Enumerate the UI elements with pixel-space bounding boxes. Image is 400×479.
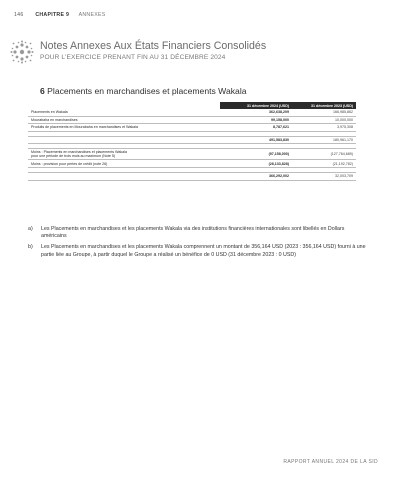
column-header-2023: 31 décembre 2023 (USD) xyxy=(292,102,356,109)
document-title: Notes Annexes Aux États Financiers Consolidés xyxy=(40,40,267,52)
row-label: Produits de placements en Mourabaha en marchandises et Wakala xyxy=(28,124,220,132)
document-title-block xyxy=(40,40,266,61)
table-header-blank xyxy=(28,102,220,109)
table-row xyxy=(28,149,356,160)
list-item xyxy=(28,244,368,258)
investments-table xyxy=(28,102,356,181)
section-number: 6 xyxy=(40,86,45,96)
table-row xyxy=(28,160,356,168)
total-row xyxy=(28,172,356,180)
section-heading xyxy=(40,86,247,96)
value-2024: (97,158,000) xyxy=(220,149,292,160)
row-label-line: Moins : Placements en marchandises et placements Wakala xyxy=(31,149,127,154)
page-header xyxy=(14,12,106,18)
page-footer: RAPPORT ANNUEL 2024 DE LA SID xyxy=(283,459,378,465)
page-number: 146 xyxy=(14,12,24,18)
section-label: ANNEXES xyxy=(78,12,106,18)
note-marker: a) xyxy=(28,226,33,232)
chapter-label: CHAPITRE 9 xyxy=(35,12,70,18)
subtotal-2024: 491,583,830 xyxy=(220,136,292,144)
section-title: Placements en marchandises et placements Wakala xyxy=(47,86,247,96)
note-text: Les Placements en marchandises et les placements Wakala via des institutions financières internationales sont libellés en Dollars américains xyxy=(41,226,345,240)
value-2023: (127,764,689) xyxy=(292,149,356,160)
table-header-row xyxy=(28,102,356,109)
row-label-line: pour une période de trois mois au maximum (Note 5) xyxy=(31,154,116,159)
institution-emblem-icon xyxy=(10,40,34,64)
note-text: Les Placements en marchandises et les placements Wakala comprennent un montant de 356,164 USD (2023 : 356,164 USD) fourni à une partie liée au Groupe, à partir duquel le Groupe a réalisé un bénéfice de 0 USD (31 décembre 2023 : 0 USD) xyxy=(41,244,366,258)
subtotal-row xyxy=(28,136,356,144)
row-label: Mourabaha en marchandises xyxy=(28,116,220,124)
value-2024: (28,133,828) xyxy=(220,160,292,168)
list-item xyxy=(28,226,368,240)
value-2023: 3,975,308 xyxy=(292,124,356,132)
table-row xyxy=(28,116,356,124)
value-2023: 10,000,000 xyxy=(292,116,356,124)
row-label: Moins : provision pour pertes de crédit (note 26) xyxy=(28,160,220,168)
table-row xyxy=(28,109,356,116)
note-marker: b) xyxy=(28,244,33,251)
column-header-2024: 31 décembre 2024 (USD) xyxy=(220,102,292,109)
table-row xyxy=(28,124,356,132)
row-label xyxy=(28,149,220,160)
value-2024: 99,158,000 xyxy=(220,116,292,124)
total-2024: 366,292,002 xyxy=(220,172,292,180)
row-label xyxy=(28,136,220,144)
row-label: Placements en Wakala xyxy=(28,109,220,116)
value-2023: 166,985,862 xyxy=(292,109,356,116)
subtotal-2023: 180,961,170 xyxy=(292,136,356,144)
value-2024: 8,787,621 xyxy=(220,124,292,132)
total-2023: 32,003,709 xyxy=(292,172,356,180)
value-2023: (21,192,782) xyxy=(292,160,356,168)
row-label xyxy=(28,172,220,180)
value-2024: 362,638,209 xyxy=(220,109,292,116)
notes-list xyxy=(28,226,368,263)
document-subtitle: POUR L'EXERCICE PRENANT FIN AU 31 DÉCEMBRE 2024 xyxy=(40,54,226,61)
